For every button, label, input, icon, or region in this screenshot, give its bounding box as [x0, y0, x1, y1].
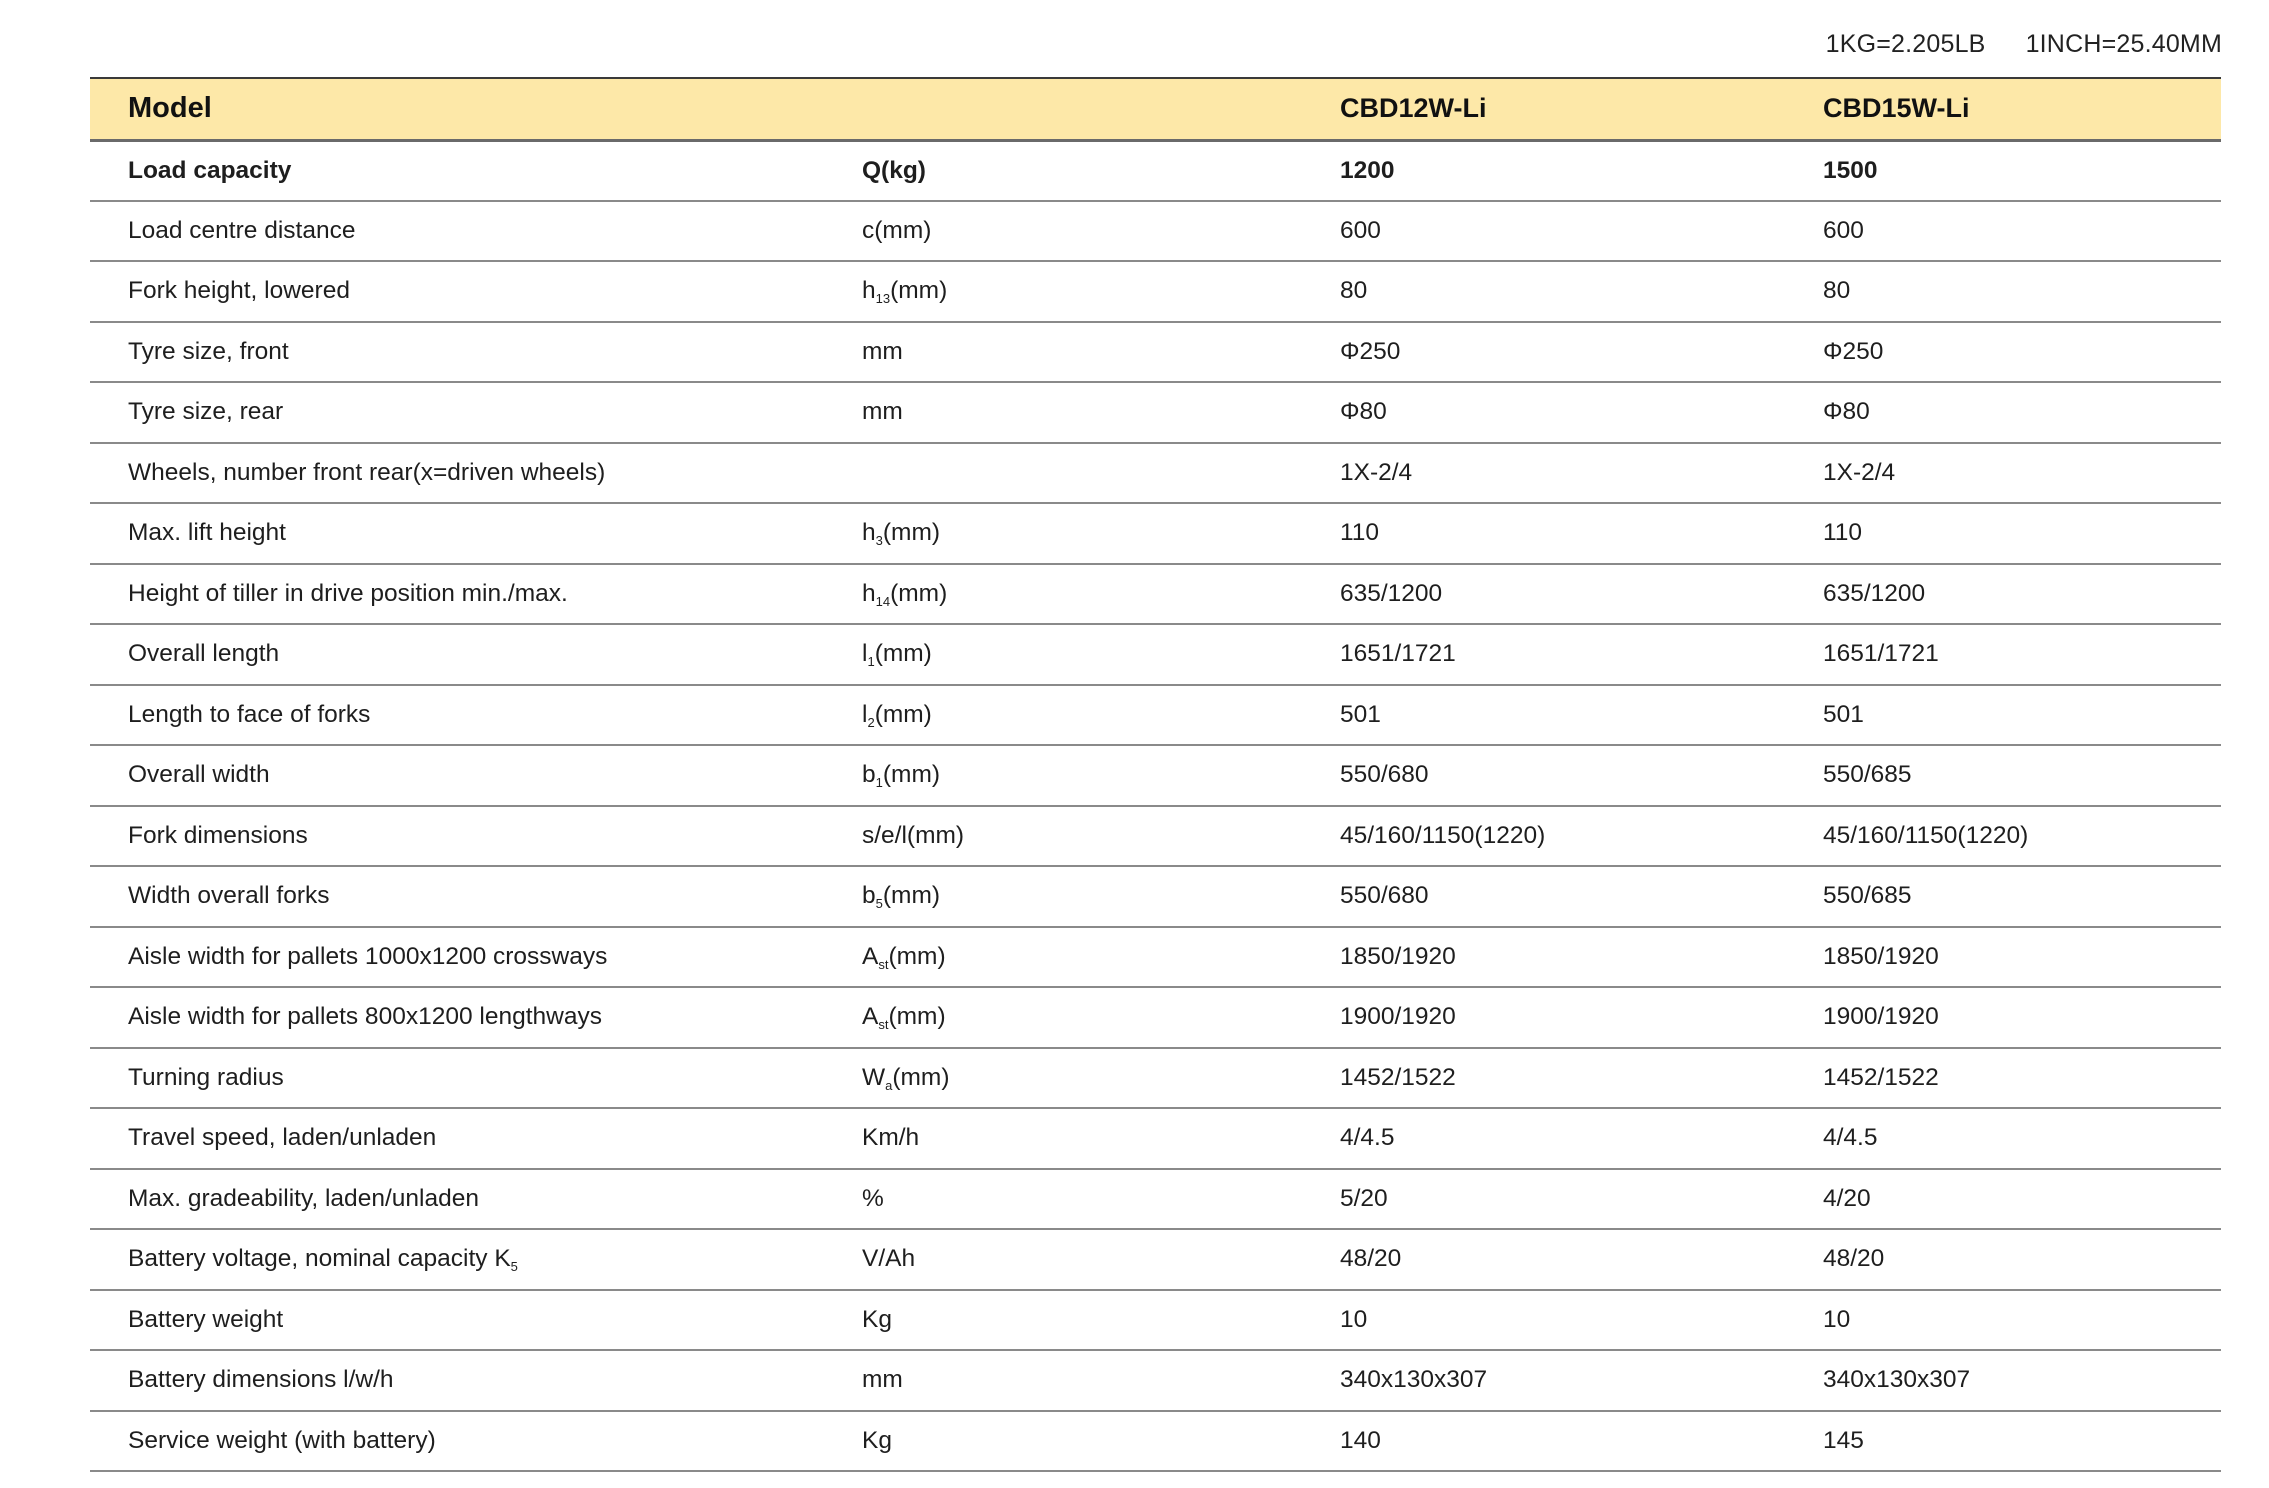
row-parameter: Aisle width for pallets 1000x1200 crossways	[90, 927, 862, 988]
table-row	[90, 201, 2221, 262]
value-cbd12: 10	[1340, 1290, 1823, 1351]
row-unit	[862, 927, 1340, 988]
row-parameter: Wheels, number front rear(x=driven wheels)	[90, 443, 862, 504]
value-cbd12: 1651/1721	[1340, 624, 1823, 685]
value-cbd15: 340x130x307	[1823, 1350, 2221, 1411]
unit-subscript: 2	[867, 714, 875, 730]
table-row	[90, 927, 2221, 988]
table-row	[90, 1048, 2221, 1109]
unit-header	[862, 78, 1340, 140]
unit-symbol: b	[862, 761, 876, 789]
row-unit: V/Ah	[862, 1229, 1340, 1290]
row-parameter: Load centre distance	[90, 201, 862, 262]
table-row	[90, 1350, 2221, 1411]
spec-table	[90, 77, 2221, 1472]
value-cbd12: 635/1200	[1340, 564, 1823, 625]
row-parameter: Travel speed, laden/unladen	[90, 1108, 862, 1169]
unit-conversion-note	[1826, 30, 2222, 59]
row-parameter: Fork height, lowered	[90, 261, 862, 322]
inch-conversion: 1INCH=25.40MM	[2025, 30, 2222, 58]
value-cbd15: 110	[1823, 503, 2221, 564]
unit-symbol: A	[862, 942, 879, 970]
table-row	[90, 1108, 2221, 1169]
value-cbd12: 140	[1340, 1411, 1823, 1472]
row-unit: c(mm)	[862, 201, 1340, 262]
model-cbd12: CBD12W-Li	[1340, 78, 1823, 140]
row-unit	[862, 866, 1340, 927]
unit-symbol: l	[862, 640, 868, 668]
unit-subscript: st	[878, 956, 889, 972]
value-cbd15: 501	[1823, 685, 2221, 746]
table-row	[90, 624, 2221, 685]
unit-symbol: h	[862, 579, 876, 607]
unit-suffix: (mm)	[882, 761, 941, 789]
row-parameter: Width overall forks	[90, 866, 862, 927]
row-parameter: Overall length	[90, 624, 862, 685]
row-parameter: Max. lift height	[90, 503, 862, 564]
value-cbd15: 45/160/1150(1220)	[1823, 806, 2221, 867]
value-cbd15: Φ250	[1823, 322, 2221, 383]
row-parameter: Fork dimensions	[90, 806, 862, 867]
value-cbd15: 1X-2/4	[1823, 443, 2221, 504]
unit-suffix: (mm)	[890, 579, 948, 607]
unit-symbol: h	[862, 277, 876, 305]
table-header	[90, 78, 2221, 140]
row-unit: mm	[862, 382, 1340, 443]
table-row	[90, 806, 2221, 867]
value-cbd12: 600	[1340, 201, 1823, 262]
value-cbd12: 1900/1920	[1340, 987, 1823, 1048]
value-cbd12: 550/680	[1340, 745, 1823, 806]
value-cbd12: 110	[1340, 503, 1823, 564]
row-parameter: Max. gradeability, laden/unladen	[90, 1169, 862, 1230]
value-cbd15: 4/20	[1823, 1169, 2221, 1230]
value-cbd15: 1452/1522	[1823, 1048, 2221, 1109]
value-cbd15: 635/1200	[1823, 564, 2221, 625]
value-cbd15: 550/685	[1823, 866, 2221, 927]
value-cbd12: 4/4.5	[1340, 1108, 1823, 1169]
row-unit: Kg	[862, 1290, 1340, 1351]
value-cbd12: 340x130x307	[1340, 1350, 1823, 1411]
table-row	[90, 1290, 2221, 1351]
row-parameter: Aisle width for pallets 800x1200 lengthways	[90, 987, 862, 1048]
value-cbd12: 1452/1522	[1340, 1048, 1823, 1109]
table-row	[90, 564, 2221, 625]
row-unit: %	[862, 1169, 1340, 1230]
unit-subscript: 3	[875, 533, 883, 549]
value-cbd12: 5/20	[1340, 1169, 1823, 1230]
model-label: Model	[90, 78, 862, 140]
row-parameter: Service weight (with battery)	[90, 1411, 862, 1472]
unit-symbol: h	[862, 519, 876, 547]
value-cbd12: 1200	[1340, 140, 1823, 201]
value-cbd15: 145	[1823, 1411, 2221, 1472]
unit-suffix: (mm)	[874, 640, 932, 668]
table-row	[90, 261, 2221, 322]
row-parameter: Tyre size, rear	[90, 382, 862, 443]
row-unit	[862, 503, 1340, 564]
table-row	[90, 987, 2221, 1048]
unit-suffix: (mm)	[882, 519, 941, 547]
row-unit: Q(kg)	[862, 140, 1340, 201]
value-cbd12: 45/160/1150(1220)	[1340, 806, 1823, 867]
value-cbd12: 1850/1920	[1340, 927, 1823, 988]
row-unit	[862, 745, 1340, 806]
value-cbd15: 1900/1920	[1823, 987, 2221, 1048]
value-cbd12: Φ250	[1340, 322, 1823, 383]
table-row	[90, 1411, 2221, 1472]
table-row	[90, 1169, 2221, 1230]
row-parameter: Load capacity	[90, 140, 862, 201]
row-unit: mm	[862, 322, 1340, 383]
row-parameter: Turning radius	[90, 1048, 862, 1109]
table-body	[90, 140, 2221, 1471]
value-cbd12: 80	[1340, 261, 1823, 322]
value-cbd12: 550/680	[1340, 866, 1823, 927]
unit-subscript: st	[878, 1017, 889, 1033]
row-unit	[862, 624, 1340, 685]
unit-suffix: (mm)	[874, 700, 932, 728]
value-cbd12: Φ80	[1340, 382, 1823, 443]
row-unit	[862, 987, 1340, 1048]
table-row	[90, 443, 2221, 504]
unit-subscript: 13	[875, 291, 891, 307]
unit-symbol: A	[862, 1003, 879, 1031]
table-row	[90, 140, 2221, 201]
unit-symbol: b	[862, 882, 876, 910]
row-unit: mm	[862, 1350, 1340, 1411]
row-parameter: Overall width	[90, 745, 862, 806]
unit-subscript: 5	[875, 896, 883, 912]
table-row	[90, 503, 2221, 564]
unit-symbol: l	[862, 700, 868, 728]
row-parameter: Tyre size, front	[90, 322, 862, 383]
unit-suffix: (mm)	[882, 882, 941, 910]
row-parameter: Battery weight	[90, 1290, 862, 1351]
row-unit	[862, 261, 1340, 322]
value-cbd15: 550/685	[1823, 745, 2221, 806]
kg-conversion: 1KG=2.205LB	[1825, 30, 1986, 58]
unit-subscript: 1	[875, 775, 883, 791]
row-unit	[862, 685, 1340, 746]
header-row	[90, 78, 2221, 140]
row-unit: s/e/l(mm)	[862, 806, 1340, 867]
value-cbd15: 1850/1920	[1823, 927, 2221, 988]
unit-suffix: (mm)	[888, 942, 946, 970]
param-text: Battery voltage, nominal capacity K	[128, 1245, 511, 1273]
row-unit	[862, 1048, 1340, 1109]
table-row	[90, 866, 2221, 927]
table-row	[90, 322, 2221, 383]
unit-subscript: 14	[875, 593, 891, 609]
table-row	[90, 685, 2221, 746]
row-unit	[862, 443, 1340, 504]
value-cbd12: 48/20	[1340, 1229, 1823, 1290]
model-cbd15: CBD15W-Li	[1823, 78, 2221, 140]
value-cbd15: Φ80	[1823, 382, 2221, 443]
unit-symbol: W	[862, 1063, 886, 1091]
table-row	[90, 745, 2221, 806]
row-unit	[862, 564, 1340, 625]
row-parameter: Height of tiller in drive position min./max.	[90, 564, 862, 625]
table-row	[90, 382, 2221, 443]
param-subscript: 5	[510, 1259, 518, 1275]
value-cbd12: 501	[1340, 685, 1823, 746]
value-cbd12: 1X-2/4	[1340, 443, 1823, 504]
value-cbd15: 10	[1823, 1290, 2221, 1351]
unit-subscript: 1	[867, 654, 875, 670]
value-cbd15: 4/4.5	[1823, 1108, 2221, 1169]
row-parameter	[90, 1229, 862, 1290]
row-parameter: Battery dimensions l/w/h	[90, 1350, 862, 1411]
unit-subscript: a	[885, 1077, 893, 1093]
row-parameter: Length to face of forks	[90, 685, 862, 746]
unit-suffix: (mm)	[890, 277, 948, 305]
value-cbd15: 600	[1823, 201, 2221, 262]
value-cbd15: 1651/1721	[1823, 624, 2221, 685]
value-cbd15: 48/20	[1823, 1229, 2221, 1290]
row-unit: Km/h	[862, 1108, 1340, 1169]
row-unit: Kg	[862, 1411, 1340, 1472]
table-row	[90, 1229, 2221, 1290]
value-cbd15: 1500	[1823, 140, 2221, 201]
unit-suffix: (mm)	[888, 1003, 946, 1031]
value-cbd15: 80	[1823, 261, 2221, 322]
unit-suffix: (mm)	[892, 1063, 950, 1091]
